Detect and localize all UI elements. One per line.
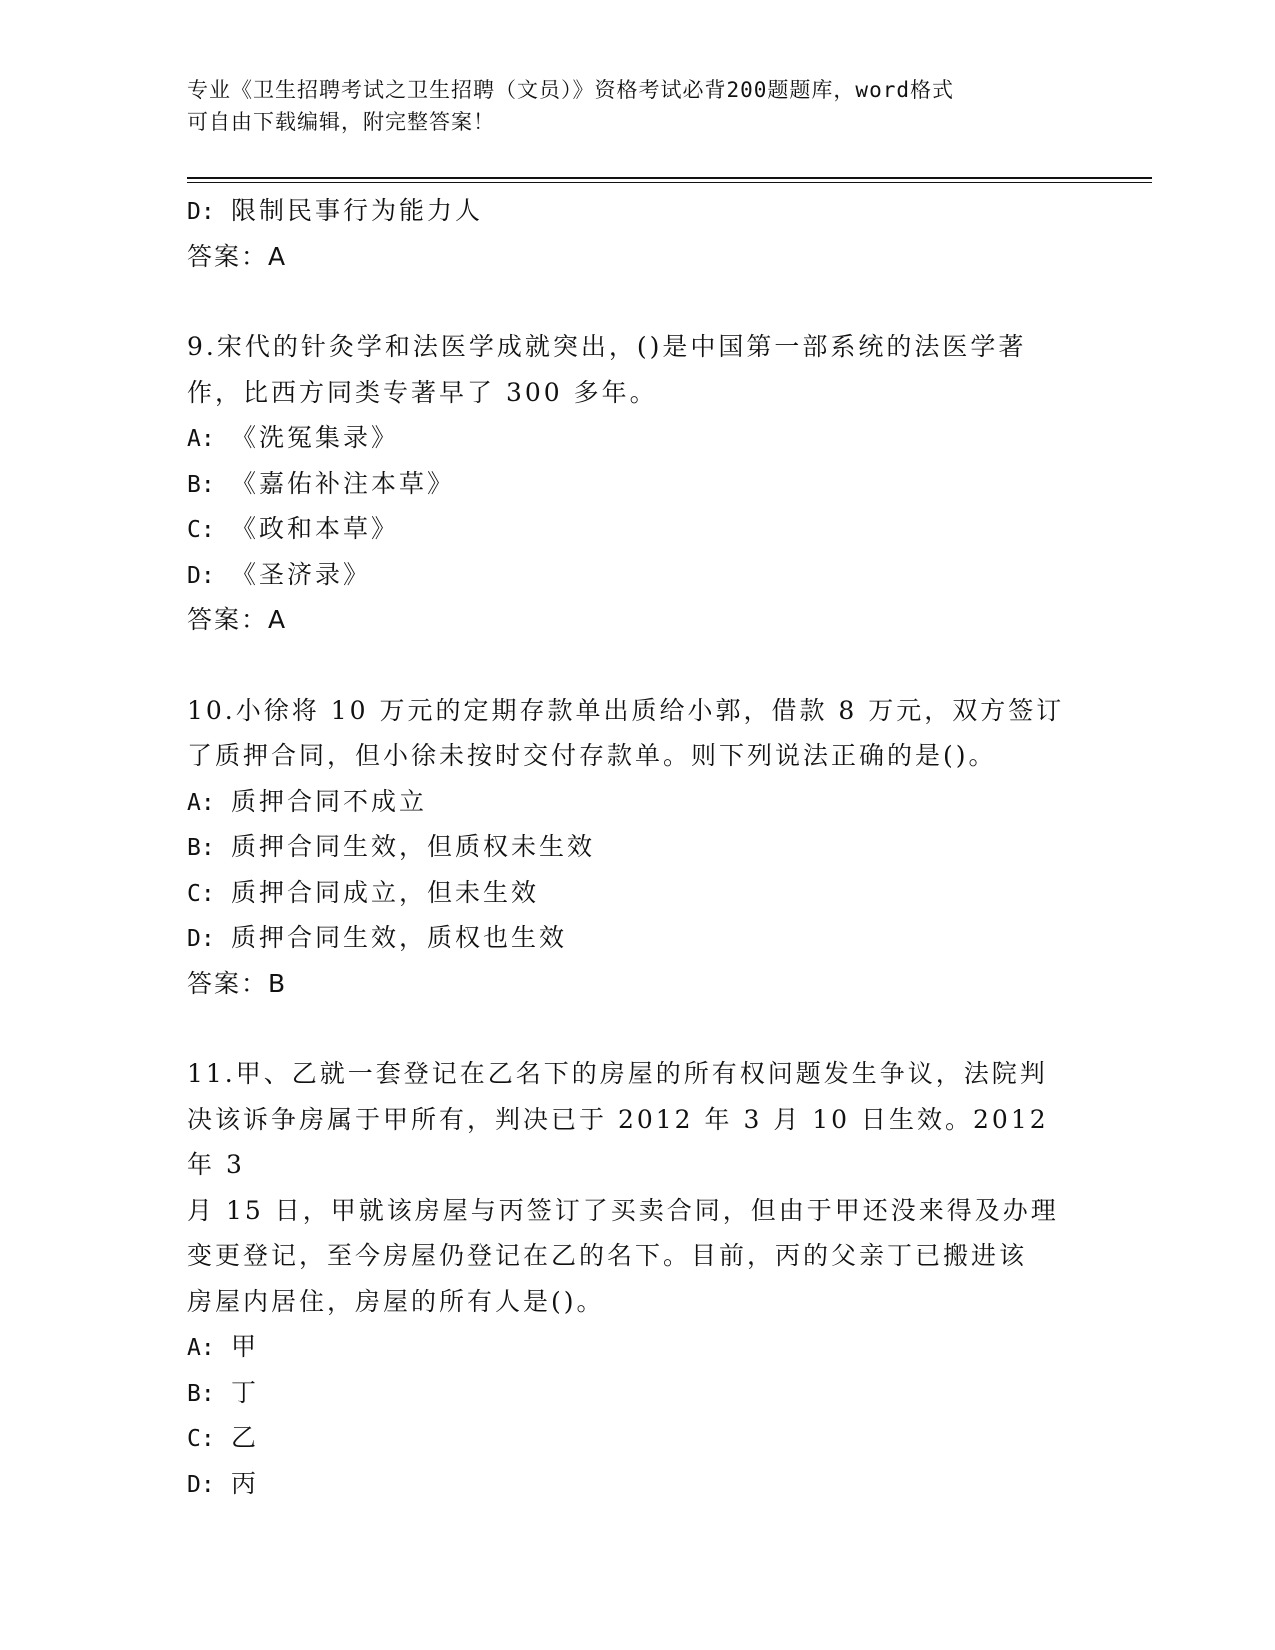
- stem-line: 月 15 日，甲就该房屋与丙签订了买卖合同，但由于甲还没来得及办理: [187, 1195, 1059, 1225]
- stem-line: 11.甲、乙就一套登记在乙名下的房屋的所有权问题发生争议，法院判: [187, 1059, 1048, 1088]
- option-text: 《政和本草》: [231, 514, 400, 543]
- option-text: 丙: [231, 1468, 260, 1498]
- option-text: 质押合同不成立: [231, 786, 428, 816]
- header-line-2: 可自由下载编辑，附完整答案！: [187, 110, 495, 134]
- option-key: B:: [187, 471, 215, 498]
- option-key: B:: [187, 835, 215, 861]
- question-11-option-b: [187, 1370, 1067, 1416]
- question-9-option-d: [187, 552, 1067, 598]
- question-10-option-b: [187, 824, 1067, 870]
- question-9-option-b: [187, 461, 1067, 507]
- option-key: C:: [187, 1426, 215, 1452]
- option-key: A:: [187, 789, 215, 816]
- option-text: 限制民事行为能力人: [231, 196, 484, 225]
- question-9-option-c: [187, 506, 1067, 552]
- carryover-option-d: [187, 188, 1067, 234]
- option-key: D:: [187, 1471, 215, 1498]
- question-list: [187, 188, 1067, 1506]
- question-11-option-c: [187, 1415, 1067, 1461]
- stem-line: 作，比西方同类专著早了 300 多年。: [187, 377, 658, 407]
- question-11-option-a: [187, 1324, 1067, 1370]
- option-text: 质押合同生效，质权也生效: [231, 923, 568, 952]
- option-key: A:: [187, 1335, 215, 1361]
- option-text: 质押合同成立，但未生效: [231, 877, 540, 907]
- question-10-option-c: [187, 870, 1067, 916]
- question-9-stem: [187, 324, 1067, 415]
- stem-line: 10.小徐将 10 万元的定期存款单出质给小郭，借款 8 万元，双方签订: [187, 695, 1065, 725]
- document-header: [187, 74, 1067, 138]
- question-10-option-d: [187, 915, 1067, 961]
- option-text: 《洗冤集录》: [231, 423, 400, 452]
- option-key: A:: [187, 426, 215, 452]
- question-9-answer: 答案：A: [187, 605, 288, 634]
- carryover-answer: 答案：A: [187, 241, 288, 271]
- question-11-option-d: [187, 1461, 1067, 1507]
- option-key: D:: [187, 562, 215, 589]
- question-10-option-a: [187, 779, 1067, 825]
- question-10-answer: 答案：B: [187, 968, 288, 998]
- stem-line: 决该诉争房属于甲所有，判决已于 2012 年 3 月 10 日生效。2012 年 3: [187, 1104, 1049, 1179]
- question-9-option-a: [187, 415, 1067, 461]
- option-key: D:: [187, 926, 215, 952]
- question-11-stem: [187, 1051, 1067, 1324]
- stem-line: 变更登记，至今房屋仍登记在乙的名下。目前，丙的父亲丁已搬进该: [187, 1241, 1028, 1270]
- option-key: C:: [187, 517, 215, 543]
- question-10-stem: [187, 688, 1067, 779]
- option-text: 丁: [231, 1377, 260, 1407]
- option-text: 质押合同生效，但质权未生效: [231, 832, 596, 861]
- header-line-1: 专业《卫生招聘考试之卫生招聘（文员）》资格考试必背200题题库，word格式: [187, 78, 954, 102]
- option-text: 甲: [231, 1332, 260, 1361]
- header-divider-thin: [187, 182, 1152, 183]
- option-text: 《嘉佑补注本草》: [231, 468, 456, 498]
- option-text: 乙: [231, 1423, 260, 1452]
- option-key: B:: [187, 1380, 215, 1407]
- option-key: C:: [187, 880, 215, 907]
- stem-line: 9.宋代的针灸学和法医学成就突出，()是中国第一部系统的法医学著: [187, 332, 1027, 361]
- header-divider-thick: [187, 177, 1152, 179]
- option-key: D:: [187, 199, 215, 225]
- stem-line: 了质押合同，但小徐未按时交付存款单。则下列说法正确的是()。: [187, 741, 997, 770]
- stem-line: 房屋内居住，房屋的所有人是()。: [187, 1286, 605, 1316]
- option-text: 《圣济录》: [231, 559, 372, 589]
